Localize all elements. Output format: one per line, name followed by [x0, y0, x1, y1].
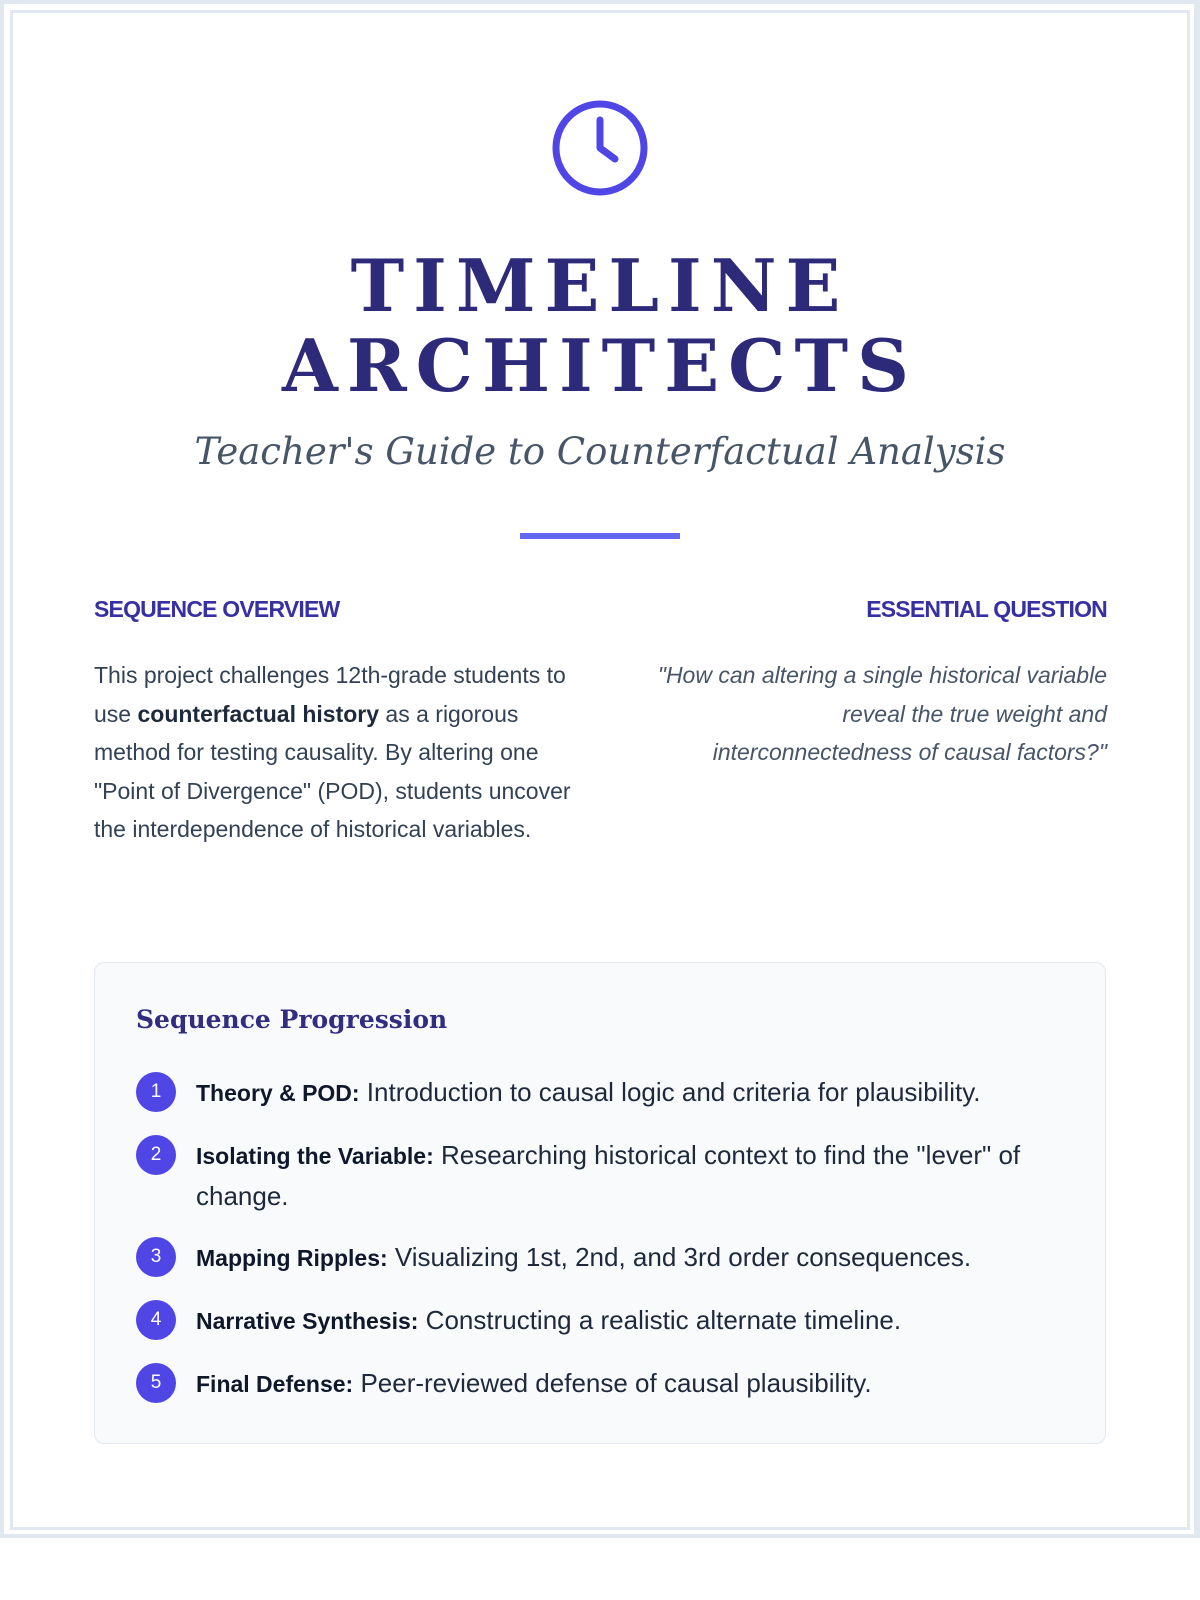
step-label: Isolating the Variable: — [196, 1143, 434, 1169]
step-label: Theory & POD: — [196, 1080, 360, 1106]
list-item — [136, 1363, 1066, 1404]
clock-icon — [551, 99, 649, 197]
title-line-1: TIMELINE — [350, 243, 850, 328]
essential-question: "How can altering a single historical variable reveal the true weight and interconnectedness of causal factors?" — [657, 662, 1107, 765]
subtitle: Teacher's Guide to Counterfactual Analysis — [194, 430, 1006, 473]
step-text: Constructing a realistic alternate timeline. — [418, 1305, 902, 1335]
step-text: Introduction to causal logic and criteria for plausibility. — [359, 1077, 981, 1107]
list-item — [136, 1237, 1066, 1278]
list-item — [136, 1135, 1066, 1216]
step-number: 3 — [136, 1237, 176, 1277]
overview-heading: SEQUENCE OVERVIEW — [94, 596, 340, 622]
list-item — [136, 1300, 1066, 1341]
step-text: Peer-reviewed defense of causal plausibility. — [353, 1368, 872, 1398]
divider — [520, 533, 680, 539]
overview-text — [94, 656, 574, 849]
step-label: Narrative Synthesis: — [196, 1308, 419, 1334]
step-label: Final Defense: — [196, 1371, 354, 1397]
overview-bold: counterfactual history — [137, 700, 380, 727]
sequence-progression-panel — [94, 962, 1106, 1444]
progression-title: Sequence Progression — [136, 1005, 448, 1034]
step-number: 1 — [136, 1072, 176, 1112]
step-text: Researching historical context to find the "lever" of change. — [196, 1140, 1021, 1211]
list-item — [136, 1072, 1066, 1113]
question-heading: ESSENTIAL QUESTION — [866, 596, 1107, 622]
step-label: Mapping Ripples: — [196, 1245, 388, 1271]
step-number: 2 — [136, 1135, 176, 1175]
step-text: Visualizing 1st, 2nd, and 3rd order consequences. — [387, 1242, 972, 1272]
step-number: 5 — [136, 1363, 176, 1403]
step-number: 4 — [136, 1300, 176, 1340]
overview-text-b: as a rigorous method for testing causality. By altering one "Point of Divergence" (POD), students uncover the interdependence of historical variables. — [94, 700, 571, 842]
title-line-2: ARCHITECTS — [281, 323, 919, 408]
overview-text-a: This project challenges 12th-grade students to use — [94, 662, 566, 727]
